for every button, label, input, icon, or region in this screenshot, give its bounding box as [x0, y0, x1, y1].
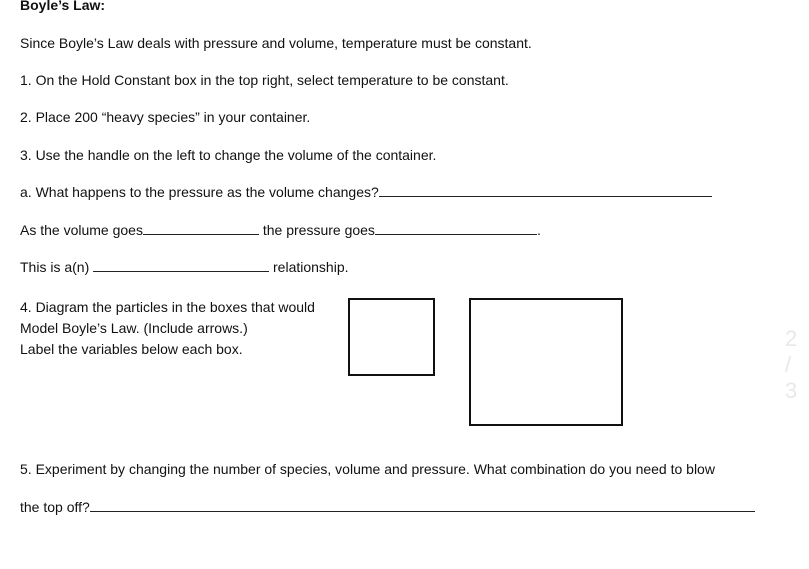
volume-answer-blank[interactable]: [143, 222, 259, 235]
relationship-suffix-text: relationship.: [273, 259, 349, 275]
volume-pressure-row: [20, 222, 541, 238]
step-5-answer-blank[interactable]: [90, 499, 755, 512]
step-4-line-1: 4. Diagram the particles in the boxes that would: [20, 299, 315, 315]
volume-suffix-text: .: [536, 222, 541, 238]
step-1-text: 1. On the Hold Constant box in the top right, select temperature to be constant.: [20, 72, 509, 88]
question-a-row: [20, 184, 712, 200]
intro-text: Since Boyle’s Law deals with pressure and volume, temperature must be constant.: [20, 35, 532, 51]
pressure-answer-blank[interactable]: [375, 222, 537, 235]
step-4-line-3: Label the variables below each box.: [20, 341, 243, 357]
question-a-text: a. What happens to the pressure as the volume changes?: [20, 184, 379, 200]
relationship-row: [20, 259, 349, 275]
step-4-paragraph: [20, 297, 315, 360]
document-title: Boyle’s Law:: [20, 0, 106, 13]
step-5-line-2: the top off?: [20, 499, 90, 515]
diagram-box-large[interactable]: [469, 298, 623, 426]
volume-prefix-text: As the volume goes: [20, 222, 143, 238]
page-indicator: 2 / 3: [785, 326, 798, 403]
pressure-prefix-text: the pressure goes: [262, 222, 375, 238]
relationship-prefix-text: This is a(n): [20, 259, 90, 275]
step-4-line-2: Model Boyle’s Law. (Include arrows.): [20, 320, 248, 336]
diagram-box-small[interactable]: [348, 298, 435, 376]
step-2-text: 2. Place 200 “heavy species” in your container.: [20, 109, 311, 125]
step-5-line-1: 5. Experiment by changing the number of species, volume and pressure. What combination do you need to blow: [20, 461, 715, 477]
question-a-answer-blank[interactable]: [379, 184, 712, 197]
relationship-answer-blank[interactable]: [93, 259, 269, 272]
step-5-line-2-row: [20, 499, 755, 515]
step-3-text: 3. Use the handle on the left to change the volume of the container.: [20, 147, 437, 163]
